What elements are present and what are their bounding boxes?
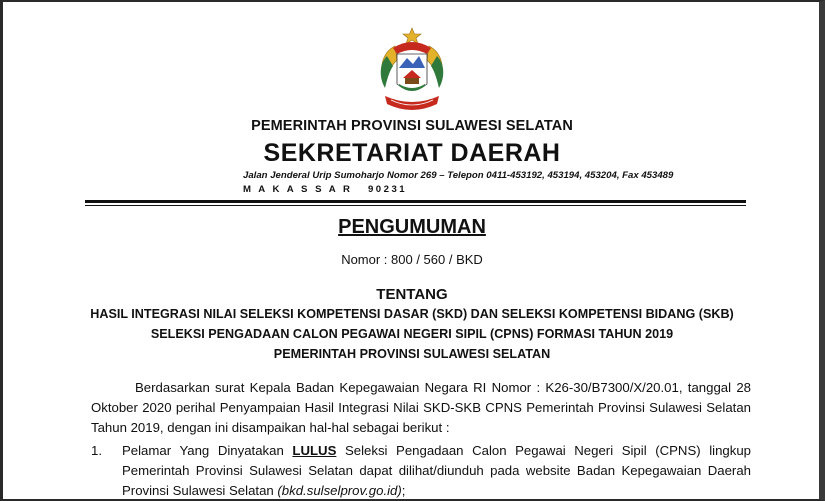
provincial-emblem-icon [373,26,451,116]
document-title: PENGUMUMAN [338,216,486,238]
lulus-emphasis: LULUS [292,443,337,458]
letterhead-province: PEMERINTAH PROVINSI SULAWESI SELATAN [251,118,573,134]
letterhead-rule-thin [85,205,746,206]
letterhead-rule-thick [85,200,746,203]
intro-paragraph [91,378,751,438]
intro-text: Berdasarkan surat Kepala Badan Kepegawaian Negara RI Nomor : K26-30/B7300/X/20.01, tanggal 28 Oktober 2020 perihal Penyampaian Hasil Integrasi Nilai SKD-SKB CPNS Pemerintah Provinsi Sulawesi Selatan Tahun 2019, dengan ini disampaikan hal-hal sebagai berikut : [91,380,751,435]
list-item-text: Pelamar Yang Dinyatakan LULUS Seleksi Pengadaan Calon Pegawai Negeri Sipil (CPNS) lingkup Pemerintah Provinsi Sulawesi Selatan dapat dilihat/diunduh pada website Badan Kepegawaian Daerah Provinsi Sulawesi Selatan (bkd.sulselprov.go.id); [122,443,751,498]
subject-line: HASIL INTEGRASI NILAI SELEKSI KOMPETENSI DASAR (SKD) DAN SELEKSI KOMPETENSI BIDANG (SKB) [90,307,734,321]
subject-line: SELEKSI PENGADAAN CALON PEGAWAI NEGERI SIPIL (CPNS) FORMASI TAHUN 2019 [150,327,674,341]
document-about: TENTANG [376,286,448,303]
list-item-number: 1. [91,443,102,458]
letterhead-city: M A K A S S A R 90231 [243,184,408,195]
website-reference: (bkd.sulselprov.go.id) [277,483,402,498]
document-number: Nomor : 800 / 560 / BKD [341,252,483,267]
subject-line: PEMERINTAH PROVINSI SULAWESI SELATAN [273,347,551,361]
letterhead-address: Jalan Jenderal Urip Sumoharjo Nomor 269 – Telepon 0411-453192, 453194, 453204, Fax 453489 [243,170,674,181]
document-subject [3,304,821,364]
letterhead-office: SEKRETARIAT DAERAH [263,139,561,167]
